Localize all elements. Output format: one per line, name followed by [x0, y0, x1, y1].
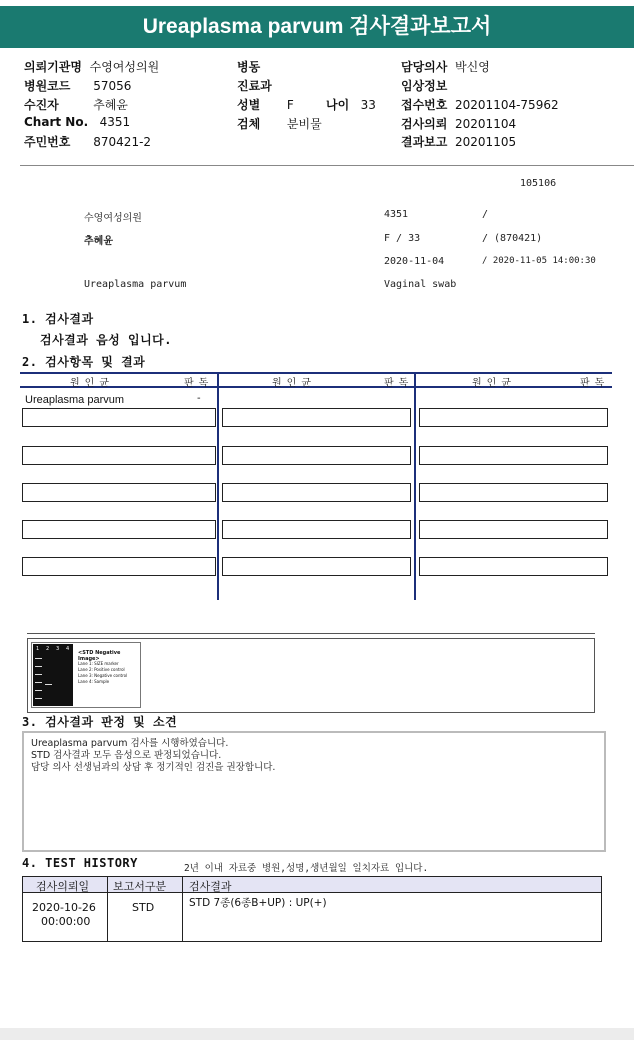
section4-title: 4. TEST HISTORY: [22, 856, 138, 870]
section2-title: 2. 검사항목 및 결과: [22, 355, 146, 369]
institution-row: 의뢰기관명 수영여성의원: [24, 60, 160, 74]
gel-band: [35, 666, 42, 667]
history-header-result: 검사결과: [189, 880, 232, 893]
lane-number: 1: [36, 646, 40, 652]
results-table-header: [20, 372, 612, 388]
judgement-ureaplasma: -: [197, 393, 201, 404]
finding-line: Ureaplasma parvum 검사를 시행하였습니다.: [31, 738, 229, 749]
result-box: [22, 408, 216, 427]
gel-title: <STD Negative Image>: [78, 650, 121, 662]
result-box: [222, 408, 411, 427]
history-row-date: 2020-10-26: [32, 901, 96, 914]
info-reported: / 2020-11-05 14:00:30: [482, 256, 596, 266]
section1-title: 1. 검사결과: [22, 312, 94, 326]
info-slash: /: [482, 209, 489, 220]
gel-band: [35, 658, 42, 659]
history-col-divider: [182, 877, 183, 941]
col-organism-1: 원인균: [70, 378, 114, 389]
result-box: [222, 483, 411, 502]
gel-band: [35, 674, 42, 675]
column-divider-2: [414, 372, 416, 600]
finding-line: STD 검사결과 모두 음성으로 판정되었습니다.: [31, 750, 222, 761]
section3-title: 3. 검사결과 판정 및 소견: [22, 715, 178, 729]
history-col-divider: [107, 877, 108, 941]
gel-legend-item: Lane 4: Sample: [78, 679, 110, 684]
hospital-code-row: 병원코드 57056: [24, 79, 132, 93]
result-box: [22, 557, 216, 576]
info-birth: / (870421): [482, 233, 543, 244]
section1-result: 검사결과 음성 입니다.: [40, 333, 173, 347]
gel-band: [45, 684, 52, 685]
doctor-row: 담당의사 박신영: [401, 60, 490, 74]
result-box: [222, 446, 411, 465]
department-label: 진료과: [237, 79, 272, 93]
result-box: [419, 520, 608, 539]
result-box: [419, 408, 608, 427]
report-title: Ureaplasma parvum 검사결과보고서: [0, 6, 634, 48]
gel-legend-item: Lane 3: Negative control: [78, 673, 128, 678]
lane-number: 4: [66, 646, 70, 652]
ward-label: 병동: [237, 60, 261, 74]
info-chart: 4351: [384, 209, 409, 220]
history-table: [22, 876, 602, 942]
findings-box: [22, 731, 606, 852]
result-box: [419, 483, 608, 502]
request-date-row: 검사의뢰 20201104: [401, 117, 517, 131]
recipient-row: 수진자 추혜윤: [24, 98, 128, 112]
lane-number: 2: [46, 646, 50, 652]
result-box: [222, 557, 411, 576]
col-judgement-2: 판독: [384, 378, 414, 389]
result-box: [222, 520, 411, 539]
result-box: [22, 483, 216, 502]
history-row-result: STD 7종(6종B+UP) : UP(+): [189, 897, 327, 909]
specimen-row: 검체 분비물: [237, 117, 322, 131]
history-header-type: 보고서구분: [113, 880, 167, 893]
clinical-info-label: 임상정보: [401, 79, 448, 93]
info-test-name: Ureaplasma parvum: [84, 279, 187, 290]
gel-band: [35, 682, 42, 683]
result-box: [22, 446, 216, 465]
gel-image: [31, 642, 141, 708]
lane-number: 3: [56, 646, 60, 652]
chart-no-row: Chart No. 4351: [24, 115, 131, 129]
col-organism-2: 원인균: [272, 378, 316, 389]
header-divider: [20, 165, 634, 166]
result-box: [419, 446, 608, 465]
gel-band: [35, 690, 42, 691]
gel-photo: [33, 644, 73, 706]
sex-row: 성별 F: [237, 98, 294, 112]
report-date-row: 결과보고 20201105: [401, 135, 517, 149]
col-organism-3: 원인균: [472, 378, 516, 389]
image-separator: [27, 633, 595, 634]
receipt-no-row: 접수번호 20201104-75962: [401, 98, 559, 112]
info-specimen: Vaginal swab: [384, 279, 457, 290]
info-clinic: 수영여성의원: [84, 213, 142, 224]
organism-ureaplasma: Ureaplasma parvum: [25, 394, 125, 406]
history-note: 2년 이내 자료중 병원,성명,생년월일 일치자료 입니다.: [184, 863, 429, 874]
info-patient: 추혜윤: [84, 236, 113, 247]
result-box: [22, 520, 216, 539]
col-judgement-3: 판독: [580, 378, 610, 389]
resident-no-row: 주민번호 870421-2: [24, 135, 152, 149]
history-header-date: 검사의뢰일: [36, 880, 90, 893]
col-judgement-1: 판독: [184, 378, 214, 389]
report-code: 105106: [520, 178, 557, 189]
info-sex-age: F / 33: [384, 233, 421, 244]
history-table-header: [23, 877, 601, 893]
age-row: 나이 33: [326, 98, 376, 112]
column-divider-1: [217, 372, 219, 600]
history-row-time: 00:00:00: [41, 915, 91, 928]
result-box: [419, 557, 608, 576]
gel-band: [35, 698, 42, 699]
history-row-type: STD: [132, 901, 155, 914]
gel-legend-item: Lane 1: SIZE marker: [78, 661, 119, 666]
finding-line: 담당 의사 선생님과의 상담 후 정기적인 검진을 권장합니다.: [31, 762, 276, 773]
info-received: 2020-11-04: [384, 256, 445, 267]
gel-legend-item: Lane 2: Positive control: [78, 667, 125, 672]
footer-strip: [0, 1028, 634, 1040]
